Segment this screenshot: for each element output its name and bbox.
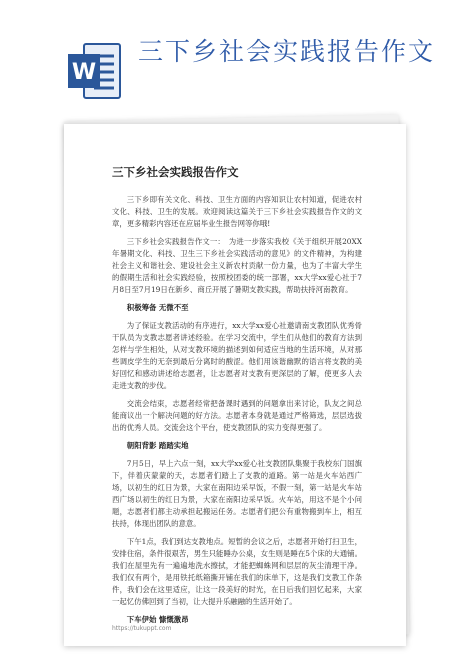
header xyxy=(0,0,474,120)
paragraph: 交流会结束，志愿者经常把备课时遇到的问题拿出来讨论，队友之间总能商议出一个解决问题的好方法。志愿者本身就是通过严格筛选，层层选拔出的优秀人员。交流会这个平台，使支教团队的实力变得更强了。 xyxy=(112,399,362,432)
paragraph: 7月5日，早上六点一刻，xx大学xx爱心社支教团队集聚于我校东门国旗下，伴着庆蒙蒙的天，志愿者们踏上了支教的道路。第一站是火车站西广场，以初生的红日为景，大家在南阳边采早饭，不假一刻，第一站是火车站西广场以初生的红日为景，大家在南阳边采早饭。火车站，用这不是个小问题，志愿者们都主动承担起搬运任务。志愿者们把公有重物搬到车上，相互扶持，体现出团队的意意。 xyxy=(112,459,362,528)
paragraph: 三下乡社会实践报告作文一： 为进一步落实我校《关于组织开展20XX年暑期文化、科技、卫生三下乡社会实践活动的意见》的文件精神，为构建社会主义和谐社会、建设社会主义新农村贡献一份力量，也为了丰富大学生的假期生活和社会实践经验，按照校团委的统一部署，xx大学xx爱心社于7月8日至7月19日在新乡、商丘开展了暑期支教实践，帮助扶持河南教育。 xyxy=(112,237,362,294)
page-title: 三下乡社会实践报告作文 xyxy=(138,37,436,66)
section-heading: 积极筹备 无微不至 xyxy=(126,303,189,312)
paragraph: 三下乡即有关文化、科技、卫生方面的内容知识让农村知道，促进农村文化、科技、卫生的发展。欢迎阅读这篇关于三下乡社会实践报告作文的文章，更多精彩内容还在应届毕业生报告网等你哦! xyxy=(112,195,362,228)
section-heading: 朝阳背影 踏踏实地 xyxy=(126,441,189,450)
word-icon xyxy=(66,40,124,102)
document-body xyxy=(112,164,362,632)
paragraph: 下午1点，我们到达支教地点。短暂的会议之后，志愿者开始打扫卫生，安排住宿，条件很艰苦，男生只能睡办公桌，女生则是睡在5个床的大通铺。我们在屋里先有一遍遍地洗水擦拭，才能把蜘蛛网和层层的灰尘清理干净。我们仅有两个，是用铁托纸箱撕开铺在我们的床单下，这是我们支教工作条件，我们会在这里适应，让这一段美好的时光，在日后我们回忆起来，大家一起忆仿佛回到了当初，让大提升乐融融的生活开始了。 xyxy=(112,537,362,606)
section-heading: 下车伊始 慷慨激昂 xyxy=(126,615,189,624)
source-url: https://tukuppt.com xyxy=(112,625,172,632)
document-page xyxy=(64,124,406,646)
paragraph: 为了保证支教活动的有序进行，xx大学xx爱心社邀请南支教团队优秀骨干队员为支教志愿者讲述经验。在学习交流中，学生们从他们的教育方法到怎样与学生相处，从对支教环境的描述到如何适应当地的生活环境，从对那些调皮学生的无奈到最后分离时的酸涩。他们用该谐幽默的语言将支教的美好回忆和感动讲述给志愿者，让志愿者对支教有更深层的了解，使更多人去走进支教的步伐。 xyxy=(112,321,362,390)
document-title: 三下乡社会实践报告作文 xyxy=(112,165,239,179)
svg-text:W: W xyxy=(71,60,97,85)
